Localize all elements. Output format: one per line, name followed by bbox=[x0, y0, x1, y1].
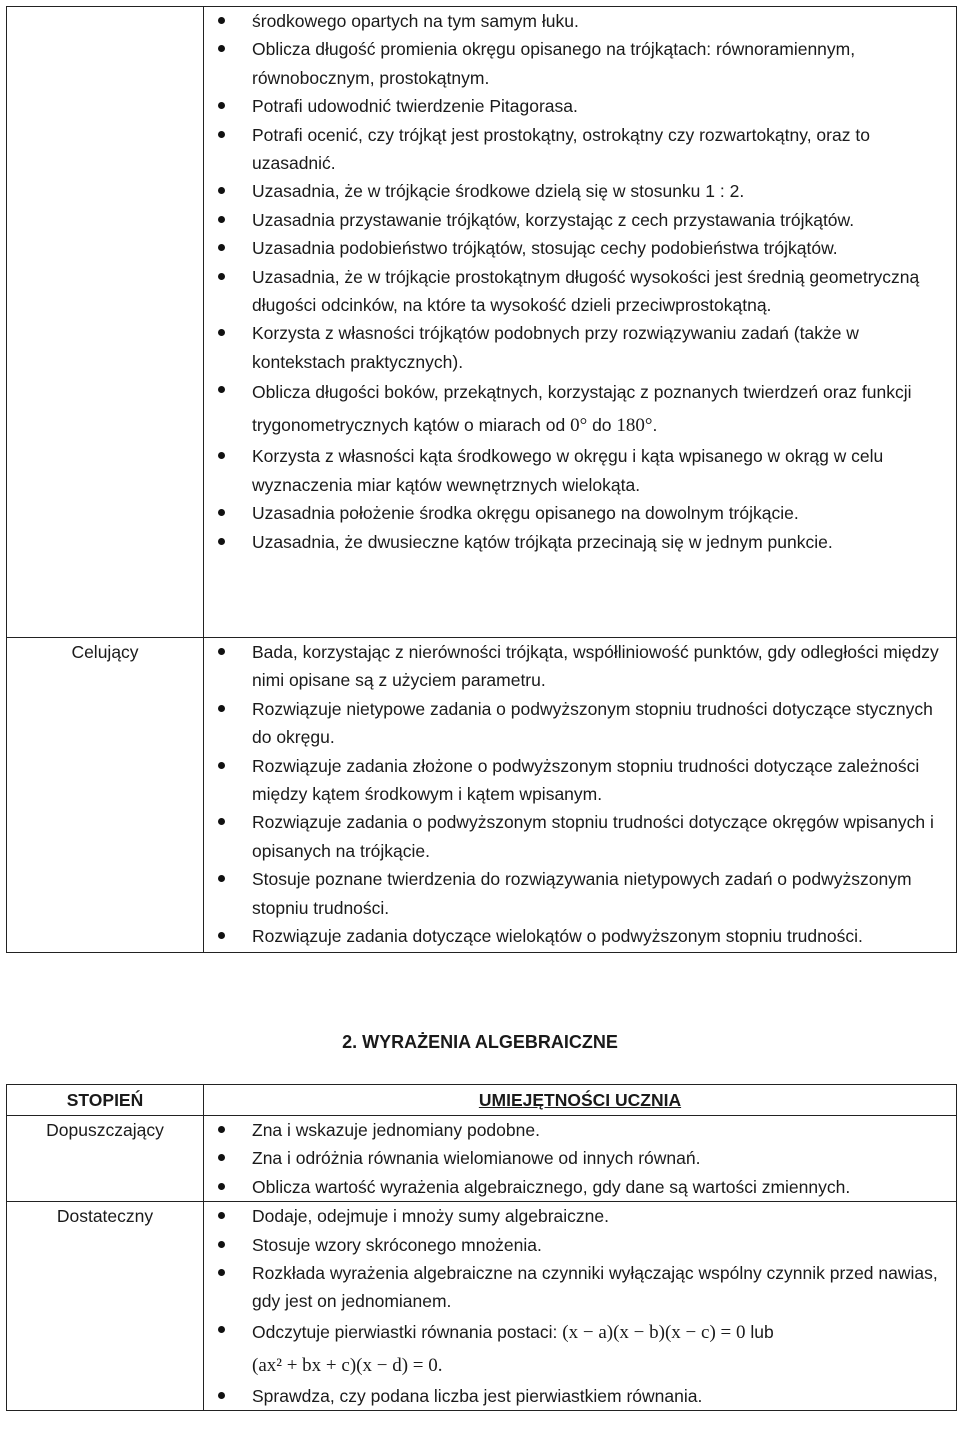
list-item: Oblicza wartość wyrażenia algebraicznego, gdy dane są wartości zmiennych. bbox=[252, 1173, 956, 1201]
skills-cell bbox=[204, 1202, 957, 1411]
roots-or: lub bbox=[750, 1321, 774, 1342]
skills-cell bbox=[204, 7, 957, 638]
list-item: Potrafi ocenić, czy trójkąt jest prostokątny, ostrokątny czy rozwartokątny, oraz to uzasadnić. bbox=[252, 121, 956, 178]
skills-cell bbox=[204, 638, 957, 953]
list-item: Dodaje, odejmuje i mnoży sumy algebraiczne. bbox=[252, 1202, 956, 1230]
table-header-row bbox=[7, 1085, 957, 1116]
list-item bbox=[252, 1316, 956, 1382]
roots-equation-1: (x − a)(x − b)(x − c) = 0 bbox=[562, 1321, 746, 1343]
angle-from: 0° bbox=[570, 415, 588, 437]
list-item: Uzasadnia, że w trójkącie prostokątnym długość wysokości jest średnią geometryczną długości odcinków, na które ta wysokość dzieli przeciwprostokątną. bbox=[252, 263, 956, 320]
roots-equation-2: (ax² + bx + c)(x − d) = 0. bbox=[252, 1354, 443, 1376]
grade-cell: Dopuszczający bbox=[7, 1116, 204, 1202]
list-item: Bada, korzystając z nierówności trójkąta, współliniowość punktów, gdy odległości między nimi opisane są z użyciem parametru. bbox=[252, 638, 956, 695]
grades-table-geometry bbox=[6, 6, 957, 953]
list-item: Uzasadnia położenie środka okręgu opisanego na dowolnym trójkącie. bbox=[252, 499, 956, 527]
list-item: Zna i odróżnia równania wielomianowe od innych równań. bbox=[252, 1144, 956, 1172]
list-item: Rozwiązuje zadania złożone o podwyższonym stopniu trudności dotyczące zależności między kątem środkowym i kątem wpisanym. bbox=[252, 752, 956, 809]
table-row bbox=[7, 638, 957, 953]
table-row bbox=[7, 1116, 957, 1202]
angles-text: Oblicza długości boków, przekątnych, korzystając z poznanych twierdzeń oraz funkcji trygonometrycznych kątów o miarach od bbox=[252, 382, 912, 436]
grades-table-algebra bbox=[6, 1084, 957, 1411]
list-item: Oblicza długość promienia okręgu opisanego na trójkątach: równoramiennym, równobocznym, prostokątnym. bbox=[252, 35, 956, 92]
skills-list bbox=[204, 7, 956, 556]
header-skills-label: UMIEJĘTNOŚCI UCZNIA bbox=[478, 1090, 682, 1110]
list-item: Uzasadnia, że dwusieczne kątów trójkąta przecinają się w jednym punkcie. bbox=[252, 528, 956, 556]
roots-text: Odczytuje pierwiastki równania postaci: bbox=[252, 1321, 558, 1342]
list-item: Rozkłada wyrażenia algebraiczne na czynniki wyłączając wspólny czynnik przed nawias, gdy jest on jednomianem. bbox=[252, 1259, 956, 1316]
list-item: Rozwiązuje zadania o podwyższonym stopniu trudności dotyczące okręgów wpisanych i opisanych na trójkącie. bbox=[252, 808, 956, 865]
list-item: Sprawdza, czy podana liczba jest pierwiastkiem równania. bbox=[252, 1382, 956, 1410]
skills-list bbox=[204, 1116, 956, 1201]
list-item: Uzasadnia, że w trójkącie środkowe dzielą się w stosunku 1 : 2. bbox=[252, 177, 956, 205]
angles-mid: do bbox=[592, 415, 612, 436]
table-row bbox=[7, 1202, 957, 1411]
grade-cell: Dostateczny bbox=[7, 1202, 204, 1411]
skills-cell bbox=[204, 1116, 957, 1202]
list-item: Potrafi udowodnić twierdzenie Pitagorasa. bbox=[252, 92, 956, 120]
grade-cell: Celujący bbox=[7, 638, 204, 953]
section-title: 2. WYRAŻENIA ALGEBRAICZNE bbox=[342, 1032, 618, 1052]
list-item: środkowego opartych na tym samym łuku. bbox=[252, 7, 956, 35]
list-item: Korzysta z własności trójkątów podobnych przy rozwiązywaniu zadań (także w kontekstach praktycznych). bbox=[252, 319, 956, 376]
list-item: Rozwiązuje nietypowe zadania o podwyższonym stopniu trudności dotyczące stycznych do okręgu. bbox=[252, 695, 956, 752]
angles-end: . bbox=[652, 415, 658, 436]
list-item: Stosuje wzory skróconego mnożenia. bbox=[252, 1231, 956, 1259]
header-grade: STOPIEŃ bbox=[7, 1085, 204, 1116]
list-item: Zna i wskazuje jednomiany podobne. bbox=[252, 1116, 956, 1144]
header-skills bbox=[204, 1085, 957, 1116]
grade-cell-empty bbox=[7, 7, 204, 638]
angle-to: 180° bbox=[616, 415, 653, 437]
table-row bbox=[7, 7, 957, 638]
list-item: Uzasadnia przystawanie trójkątów, korzystając z cech przystawania trójkątów. bbox=[252, 206, 956, 234]
skills-list bbox=[204, 638, 956, 950]
skills-list bbox=[204, 1202, 956, 1410]
list-item bbox=[252, 376, 956, 442]
list-item: Rozwiązuje zadania dotyczące wielokątów o podwyższonym stopniu trudności. bbox=[252, 922, 956, 950]
list-item: Korzysta z własności kąta środkowego w okręgu i kąta wpisanego w okrąg w celu wyznaczenia miar kątów wewnętrznych wielokąta. bbox=[252, 442, 956, 499]
list-item: Uzasadnia podobieństwo trójkątów, stosując cechy podobieństwa trójkątów. bbox=[252, 234, 956, 262]
list-item: Stosuje poznane twierdzenia do rozwiązywania nietypowych zadań o podwyższonym stopniu trudności. bbox=[252, 865, 956, 922]
